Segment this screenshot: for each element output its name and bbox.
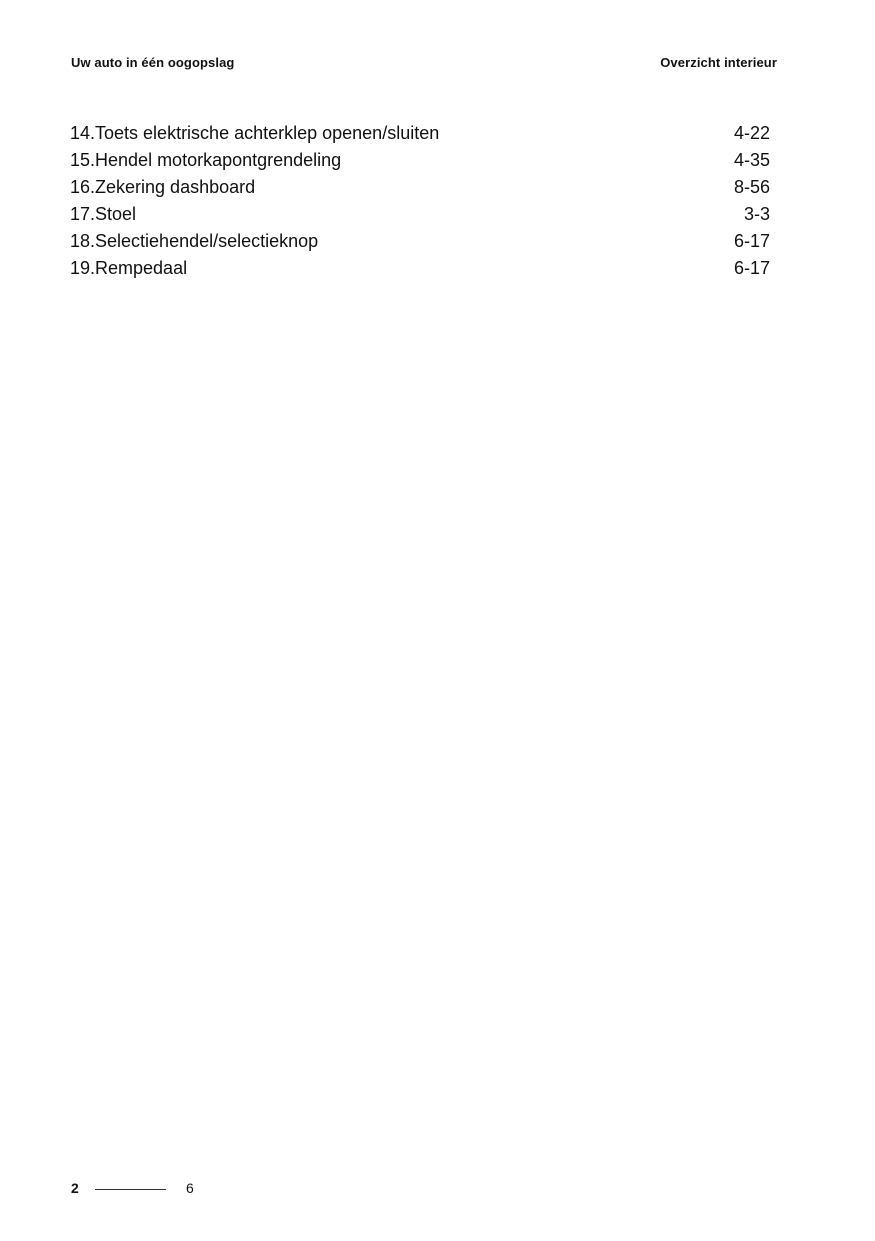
list-item-page-ref: 3-3: [743, 204, 770, 224]
page-number: 2: [71, 1180, 79, 1196]
list-item: [70, 228, 770, 255]
page-sub-number: 6: [186, 1180, 194, 1196]
list-item-page-ref: 8-56: [733, 177, 770, 197]
running-header-section: Overzicht interieur: [660, 55, 777, 70]
list-item-label: 19.Rempedaal: [70, 258, 188, 278]
running-header-chapter: Uw auto in één oogopslag: [71, 55, 235, 70]
list-item-page-ref: 6-17: [733, 258, 770, 278]
list-item-label: 14.Toets elektrische achterklep openen/sluiten: [70, 123, 440, 143]
list-item-label: 18.Selectiehendel/selectieknop: [70, 231, 319, 251]
list-item: [70, 147, 770, 174]
list-item-page-ref: 4-35: [733, 150, 770, 170]
list-item-label: 17.Stoel: [70, 204, 137, 224]
reference-list: [70, 120, 770, 282]
footer-divider: [95, 1189, 166, 1190]
list-item-page-ref: 4-22: [733, 123, 770, 143]
page-footer: [71, 1180, 271, 1200]
list-item: [70, 120, 770, 147]
list-item: [70, 255, 770, 282]
list-item: [70, 174, 770, 201]
list-item: [70, 201, 770, 228]
list-item-label: 16.Zekering dashboard: [70, 177, 256, 197]
list-item-label: 15.Hendel motorkapontgrendeling: [70, 150, 342, 170]
list-item-page-ref: 6-17: [733, 231, 770, 251]
